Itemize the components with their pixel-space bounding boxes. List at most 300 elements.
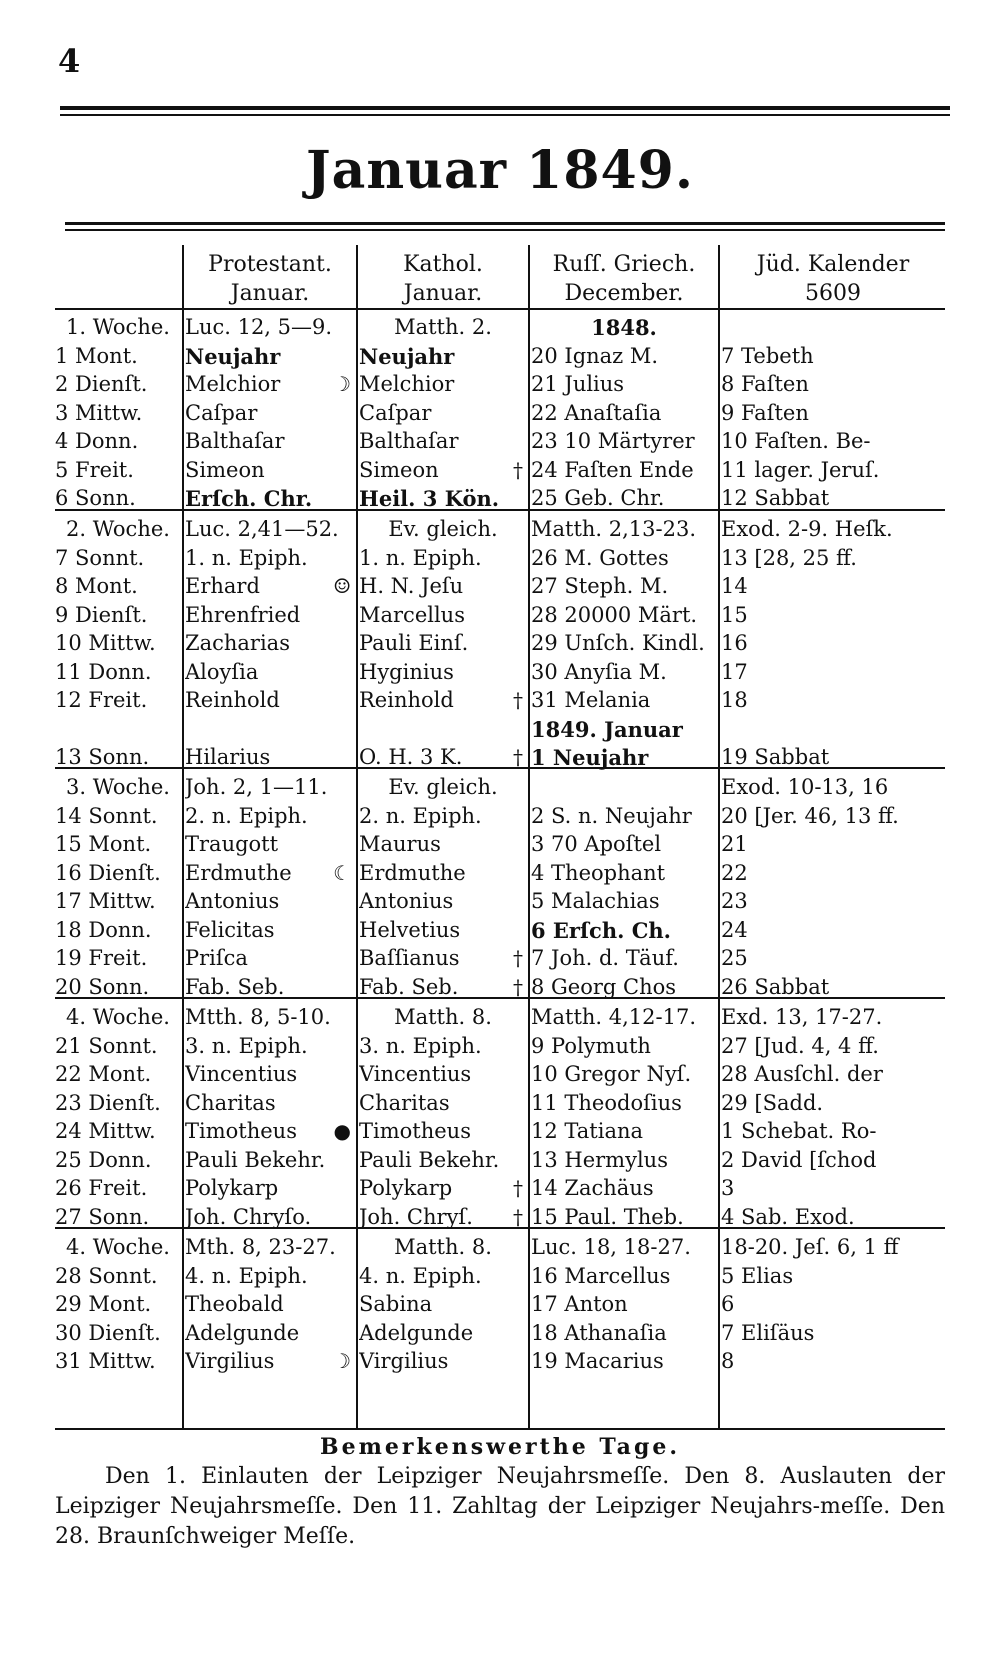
russian-cell <box>531 1032 717 1061</box>
weekday-cell-text: 24 Mittw. <box>55 1119 156 1143</box>
russian-cell <box>531 1060 717 1089</box>
jewish-cell <box>721 427 945 456</box>
protestant-cell-text: Neujahr <box>185 343 281 369</box>
catholic-cell-text: Fab. Seb. <box>359 974 459 999</box>
weekday-cell-text: 3. Woche. <box>66 775 170 799</box>
day-row <box>55 1032 945 1061</box>
cross-icon: † <box>513 974 523 999</box>
russian-cell <box>531 342 717 371</box>
day-row <box>55 1117 945 1146</box>
weekday-cell-text: 25 Donn. <box>55 1147 152 1172</box>
header-russian-line1: Ruſſ. Griech. <box>552 252 696 277</box>
russian-cell-text: 29 Unſch. Kindl. <box>531 631 705 655</box>
protestant-cell-text: Aloyſia <box>185 659 259 684</box>
protestant-cell-text: Theobald <box>185 1292 284 1316</box>
protestant-cell <box>185 544 355 573</box>
protestant-cell-text: Caſpar <box>185 400 258 425</box>
russian-cell-text: 6 Erſch. Ch. <box>531 917 671 943</box>
day-row <box>55 544 945 573</box>
protestant-cell <box>185 1003 355 1032</box>
day-row <box>55 370 945 399</box>
russian-cell-text: 24 Faſten Ende <box>531 457 694 482</box>
protestant-cell-text: Ehrenfried <box>185 602 301 627</box>
catholic-cell-text: O. H. 3 K. <box>359 745 463 769</box>
jewish-cell <box>721 572 945 601</box>
weekday-cell-text: 22 Mont. <box>55 1062 152 1086</box>
catholic-cell-text: Caſpar <box>359 400 432 425</box>
catholic-cell-text: Ev. gleich. <box>388 517 498 541</box>
russian-cell <box>531 1146 717 1175</box>
day-row <box>55 1347 945 1376</box>
jewish-cell <box>721 1060 945 1089</box>
catholic-cell-text: Sabina <box>359 1292 433 1316</box>
russian-cell-text: 10 Gregor Nyſ. <box>531 1062 692 1086</box>
catholic-cell <box>359 1032 527 1061</box>
jewish-cell <box>721 629 945 658</box>
catholic-cell-text: Pauli Einſ. <box>359 631 469 655</box>
russian-cell-text: 12 Tatiana <box>531 1119 644 1143</box>
catholic-cell-text: Vincentius <box>359 1062 472 1086</box>
russian-cell <box>531 686 717 715</box>
catholic-cell <box>359 515 527 544</box>
russian-cell-text: 31 Melania <box>531 688 651 712</box>
jewish-cell <box>721 1290 945 1319</box>
weekday-cell <box>55 715 181 744</box>
day-row <box>55 658 945 687</box>
jewish-cell <box>721 658 945 687</box>
notes-title: Bemerkenswerthe Tage. <box>320 1434 680 1460</box>
catholic-cell-text: 1. n. Epiph. <box>359 545 482 570</box>
weekday-cell-text: 21 Sonnt. <box>55 1033 158 1058</box>
russian-cell-text: 1849. Januar <box>531 716 683 742</box>
weekday-cell <box>55 1262 181 1291</box>
russian-cell-text: Matth. 4,12-17. <box>531 1005 697 1029</box>
moon-phase-icon: ☾ <box>333 860 351 885</box>
weekday-cell-text: 19 Freit. <box>55 946 148 970</box>
weekday-cell-text: 2. Woche. <box>66 517 170 541</box>
weekday-cell <box>55 399 181 428</box>
catholic-cell-text: Neujahr <box>359 343 455 369</box>
protestant-cell <box>185 944 355 973</box>
weekday-cell <box>55 484 181 513</box>
russian-cell-text: 21 Julius <box>531 372 625 396</box>
protestant-cell <box>185 1174 355 1203</box>
weekday-cell <box>55 859 181 888</box>
russian-cell <box>531 427 717 456</box>
catholic-cell-text: Baſſianus <box>359 946 460 970</box>
weekday-cell-text: 17 Mittw. <box>55 889 156 913</box>
protestant-cell-text: Balthaſar <box>185 429 285 453</box>
protestant-cell-text: Luc. 2,41—52. <box>185 517 339 541</box>
day-row <box>55 859 945 888</box>
protestant-cell <box>185 1060 355 1089</box>
jewish-cell <box>721 544 945 573</box>
protestant-cell-text: Charitas <box>185 1090 276 1115</box>
day-row <box>55 887 945 916</box>
header-russian-line2: December. <box>564 281 684 306</box>
catholic-cell-text: Pauli Bekehr. <box>359 1147 500 1172</box>
catholic-cell <box>359 342 527 371</box>
russian-cell-text: 15 Paul. Theb. <box>531 1204 684 1229</box>
day-row <box>55 399 945 428</box>
catholic-cell <box>359 743 527 772</box>
jewish-cell <box>721 715 945 744</box>
cross-icon: † <box>513 745 523 769</box>
catholic-cell <box>359 916 527 945</box>
jewish-cell-text: 19 Sabbat <box>721 745 830 769</box>
catholic-cell-text: Maurus <box>359 832 441 856</box>
catholic-cell-text: Virgilius <box>359 1349 449 1373</box>
day-row <box>55 715 945 744</box>
jewish-cell <box>721 313 945 342</box>
weekday-cell <box>55 802 181 831</box>
weekday-cell-text: 4 Donn. <box>55 429 139 453</box>
russian-cell-text: 7 Joh. d. Täuf. <box>531 946 679 970</box>
russian-cell <box>531 370 717 399</box>
russian-cell-text: 18 Athanaſia <box>531 1320 667 1345</box>
day-row <box>55 1089 945 1118</box>
week-header-row <box>55 1233 945 1262</box>
jewish-cell <box>721 1203 945 1232</box>
jewish-cell <box>721 515 945 544</box>
catholic-cell-text: Polykarp <box>359 1176 453 1200</box>
russian-cell <box>531 1319 717 1348</box>
jewish-cell-text: 28 Ausſchl. der <box>721 1062 883 1086</box>
catholic-cell <box>359 629 527 658</box>
catholic-cell-text: Helvetius <box>359 917 461 942</box>
protestant-cell-text: Melchior <box>185 372 281 396</box>
weekday-cell <box>55 313 181 342</box>
weekday-cell-text: 8 Mont. <box>55 574 138 598</box>
russian-cell-text: 1 Neujahr <box>531 745 649 770</box>
week-header-row <box>55 515 945 544</box>
weekday-cell <box>55 658 181 687</box>
jewish-cell-text: 11 lager. Jeruſ. <box>721 457 880 482</box>
protestant-cell-text: Joh. Chryſo. <box>185 1204 312 1229</box>
catholic-cell <box>359 973 527 1002</box>
russian-cell <box>531 1003 717 1032</box>
protestant-cell-text: Erſch. Chr. <box>185 486 313 511</box>
weekday-cell-text: 4. Woche. <box>66 1235 170 1259</box>
weekday-cell-text: 7 Sonnt. <box>55 545 145 570</box>
catholic-cell <box>359 1203 527 1232</box>
catholic-cell <box>359 1262 527 1291</box>
weekday-cell <box>55 830 181 859</box>
day-row <box>55 830 945 859</box>
weekday-cell-text: 3 Mittw. <box>55 400 143 425</box>
protestant-cell <box>185 1262 355 1291</box>
russian-cell <box>531 515 717 544</box>
protestant-cell-text: Simeon <box>185 457 265 482</box>
protestant-cell <box>185 399 355 428</box>
jewish-cell-text: Exod. 10-13, 16 <box>721 775 889 799</box>
russian-cell-text: 16 Marcellus <box>531 1263 671 1288</box>
header-protestant-line2: Januar. <box>230 281 310 306</box>
weekday-cell <box>55 1290 181 1319</box>
catholic-cell <box>359 1146 527 1175</box>
weekday-cell-text: 14 Sonnt. <box>55 803 158 828</box>
protestant-cell-text: Timotheus <box>185 1119 297 1143</box>
jewish-cell-text: 26 Sabbat <box>721 974 830 999</box>
moon-phase-icon: ● <box>333 1119 351 1143</box>
russian-cell <box>531 830 717 859</box>
header-catholic-line1: Kathol. <box>403 252 483 277</box>
catholic-cell-text: Matth. 8. <box>394 1005 492 1029</box>
day-row <box>55 1319 945 1348</box>
protestant-cell <box>185 484 355 513</box>
calendar-table <box>55 245 945 1435</box>
protestant-cell-text: Mtth. 8, 5-10. <box>185 1005 331 1029</box>
protestant-cell-text: 2. n. Epiph. <box>185 803 308 828</box>
catholic-cell <box>359 944 527 973</box>
russian-cell <box>531 1117 717 1146</box>
jewish-cell-text: 20 [Jer. 46, 13 ff. <box>721 803 899 828</box>
protestant-cell <box>185 802 355 831</box>
protestant-cell-text: Reinhold <box>185 688 280 712</box>
jewish-cell-text: 22 <box>721 860 748 885</box>
jewish-cell-text: 15 <box>721 602 748 627</box>
cross-icon: † <box>513 688 523 712</box>
weekday-cell <box>55 1117 181 1146</box>
day-row <box>55 456 945 485</box>
russian-cell-text: 11 Theodoſius <box>531 1090 682 1115</box>
russian-cell <box>531 484 717 513</box>
russian-cell-text: 4 Theophant <box>531 860 666 885</box>
header-protestant-line1: Protestant. <box>208 252 332 277</box>
protestant-cell <box>185 743 355 772</box>
russian-cell-text: 20 Ignaz M. <box>531 343 659 368</box>
weekday-cell-text: 2 Dienſt. <box>55 372 148 396</box>
day-row <box>55 572 945 601</box>
jewish-cell-text: 1 Schebat. Ro- <box>721 1119 877 1143</box>
russian-cell <box>531 1203 717 1232</box>
day-row <box>55 1174 945 1203</box>
jewish-cell-text: 16 <box>721 631 748 655</box>
jewish-cell-text: 7 Tebeth <box>721 343 814 368</box>
catholic-cell-text: Balthaſar <box>359 429 459 453</box>
protestant-cell <box>185 973 355 1002</box>
jewish-cell-text: 3 <box>721 1176 735 1200</box>
header-catholic <box>359 250 527 310</box>
catholic-cell-text: Ev. gleich. <box>388 775 498 799</box>
cross-icon: † <box>513 1176 523 1200</box>
catholic-cell <box>359 399 527 428</box>
protestant-cell <box>185 773 355 802</box>
catholic-cell-text: Timotheus <box>359 1119 471 1143</box>
jewish-cell <box>721 601 945 630</box>
jewish-cell-text: 9 Faſten <box>721 400 809 425</box>
catholic-cell <box>359 1089 527 1118</box>
page-number: 4 <box>58 42 81 80</box>
day-row <box>55 1060 945 1089</box>
weekday-cell-text: 18 Donn. <box>55 917 152 942</box>
protestant-cell <box>185 1032 355 1061</box>
jewish-cell <box>721 1262 945 1291</box>
russian-cell-text: 28 20000 Märt. <box>531 602 698 627</box>
catholic-cell <box>359 1290 527 1319</box>
protestant-cell-text: Erdmuthe <box>185 860 292 885</box>
russian-cell-text: Matth. 2,13-23. <box>531 517 697 541</box>
russian-cell-text: 1848. <box>591 315 657 340</box>
notes-section <box>55 1432 945 1552</box>
weekday-cell <box>55 1060 181 1089</box>
catholic-cell-text: Matth. 8. <box>394 1235 492 1259</box>
russian-cell-text: 17 Anton <box>531 1292 628 1316</box>
cross-icon: † <box>513 457 523 482</box>
moon-phase-icon: ☽ <box>333 1349 351 1373</box>
header-jewish-line1: Jüd. Kalender <box>756 252 910 277</box>
protestant-cell-text: Vincentius <box>185 1062 298 1086</box>
protestant-cell <box>185 456 355 485</box>
jewish-cell <box>721 1003 945 1032</box>
protestant-cell-text: Mth. 8, 23-27. <box>185 1235 336 1259</box>
jewish-cell-text: 29 [Sadd. <box>721 1090 824 1115</box>
jewish-cell <box>721 830 945 859</box>
title-rule-thick <box>65 222 945 225</box>
jewish-cell-text: 27 [Jud. 4, 4 ff. <box>721 1033 879 1058</box>
weekday-cell <box>55 1233 181 1262</box>
protestant-cell-text: 3. n. Epiph. <box>185 1033 308 1058</box>
russian-cell-text: 2 S. n. Neujahr <box>531 803 692 828</box>
jewish-cell-text: 12 Sabbat <box>721 486 830 510</box>
jewish-cell-text: 13 [28, 25 ff. <box>721 545 857 570</box>
day-row <box>55 802 945 831</box>
day-row <box>55 1290 945 1319</box>
cross-icon: † <box>513 1204 523 1229</box>
week-header-row <box>55 1003 945 1032</box>
russian-cell <box>531 743 717 772</box>
moon-phase-icon: ☺ <box>333 574 351 598</box>
catholic-cell-text: Hyginius <box>359 659 454 684</box>
catholic-cell <box>359 484 527 513</box>
protestant-cell <box>185 830 355 859</box>
protestant-cell-text: Felicitas <box>185 917 275 942</box>
header-jewish-line2: 5609 <box>805 281 861 306</box>
jewish-cell-text: 5 Elias <box>721 1263 794 1288</box>
russian-cell-text: 19 Macarius <box>531 1349 664 1373</box>
weekday-cell <box>55 944 181 973</box>
protestant-cell <box>185 686 355 715</box>
jewish-cell <box>721 1347 945 1376</box>
jewish-cell <box>721 887 945 916</box>
weekday-cell <box>55 1146 181 1175</box>
protestant-cell-text: Antonius <box>185 889 280 913</box>
weekday-cell-text: 31 Mittw. <box>55 1349 156 1373</box>
catholic-cell-text: Adelgunde <box>359 1320 474 1345</box>
protestant-cell <box>185 1203 355 1232</box>
russian-cell-text: 14 Zachäus <box>531 1176 654 1200</box>
catholic-cell <box>359 1174 527 1203</box>
cross-icon: † <box>513 946 523 970</box>
catholic-cell <box>359 427 527 456</box>
jewish-cell <box>721 342 945 371</box>
russian-cell-text: Luc. 18, 18-27. <box>531 1235 691 1259</box>
protestant-cell-text: Luc. 12, 5—9. <box>185 315 333 339</box>
jewish-cell-text: 6 <box>721 1292 735 1316</box>
russian-cell-text: 26 M. Gottes <box>531 545 669 570</box>
protestant-cell-text: Joh. 2, 1—11. <box>185 775 328 799</box>
russian-cell-text: 5 Malachias <box>531 889 660 913</box>
jewish-cell-text: 8 <box>721 1349 735 1373</box>
protestant-cell <box>185 715 355 744</box>
jewish-cell-text: 2 David [ſchod <box>721 1147 877 1172</box>
protestant-cell <box>185 342 355 371</box>
day-row <box>55 1146 945 1175</box>
jewish-cell <box>721 399 945 428</box>
weekday-cell <box>55 1089 181 1118</box>
weekday-cell-text: 1. Woche. <box>66 315 170 339</box>
catholic-cell <box>359 1003 527 1032</box>
jewish-cell-text: 14 <box>721 574 748 598</box>
catholic-cell <box>359 572 527 601</box>
russian-cell-text: 27 Steph. M. <box>531 574 669 598</box>
jewish-cell <box>721 1146 945 1175</box>
jewish-cell-text: 24 <box>721 917 748 942</box>
weekday-cell <box>55 973 181 1002</box>
russian-cell <box>531 859 717 888</box>
russian-cell <box>531 1290 717 1319</box>
weekday-cell <box>55 743 181 772</box>
russian-cell-text: 3 70 Apoſtel <box>531 832 662 856</box>
catholic-cell <box>359 1347 527 1376</box>
catholic-cell <box>359 887 527 916</box>
day-row <box>55 601 945 630</box>
protestant-cell-text: Pauli Bekehr. <box>185 1147 326 1172</box>
jewish-cell-text: 17 <box>721 659 748 684</box>
weekday-cell <box>55 544 181 573</box>
jewish-cell-text: 10 Faſten. Be- <box>721 429 871 453</box>
jewish-cell <box>721 859 945 888</box>
russian-cell <box>531 601 717 630</box>
weekday-cell <box>55 1174 181 1203</box>
weekday-cell-text: 13 Sonn. <box>55 745 150 769</box>
catholic-cell <box>359 313 527 342</box>
protestant-cell <box>185 629 355 658</box>
weekday-cell <box>55 1003 181 1032</box>
catholic-cell <box>359 1117 527 1146</box>
weekday-cell <box>55 1347 181 1376</box>
protestant-cell <box>185 601 355 630</box>
weekday-cell <box>55 370 181 399</box>
jewish-cell <box>721 916 945 945</box>
russian-cell-text: 13 Hermylus <box>531 1147 668 1172</box>
protestant-cell <box>185 1319 355 1348</box>
catholic-cell-text: Joh. Chryſ. <box>359 1204 473 1229</box>
catholic-cell <box>359 830 527 859</box>
russian-cell <box>531 973 717 1002</box>
protestant-cell <box>185 1347 355 1376</box>
moon-phase-icon: ☽ <box>333 372 351 396</box>
weekday-cell <box>55 1319 181 1348</box>
russian-cell <box>531 887 717 916</box>
jewish-cell <box>721 484 945 513</box>
jewish-cell <box>721 973 945 1002</box>
protestant-cell-text: Hilarius <box>185 745 271 769</box>
protestant-cell <box>185 313 355 342</box>
jewish-cell <box>721 944 945 973</box>
weekday-cell <box>55 342 181 371</box>
russian-cell-text: 30 Anyſia M. <box>531 659 667 684</box>
day-row <box>55 427 945 456</box>
jewish-cell-text: 21 <box>721 832 748 856</box>
header-jewish <box>721 250 945 310</box>
page-title: Januar 1849. <box>306 140 694 201</box>
weekday-cell-text: 5 Freit. <box>55 457 134 482</box>
catholic-cell-text: Heil. 3 Kön. <box>359 486 500 511</box>
jewish-cell <box>721 1117 945 1146</box>
jewish-cell-text: 18 <box>721 688 748 712</box>
catholic-cell <box>359 773 527 802</box>
